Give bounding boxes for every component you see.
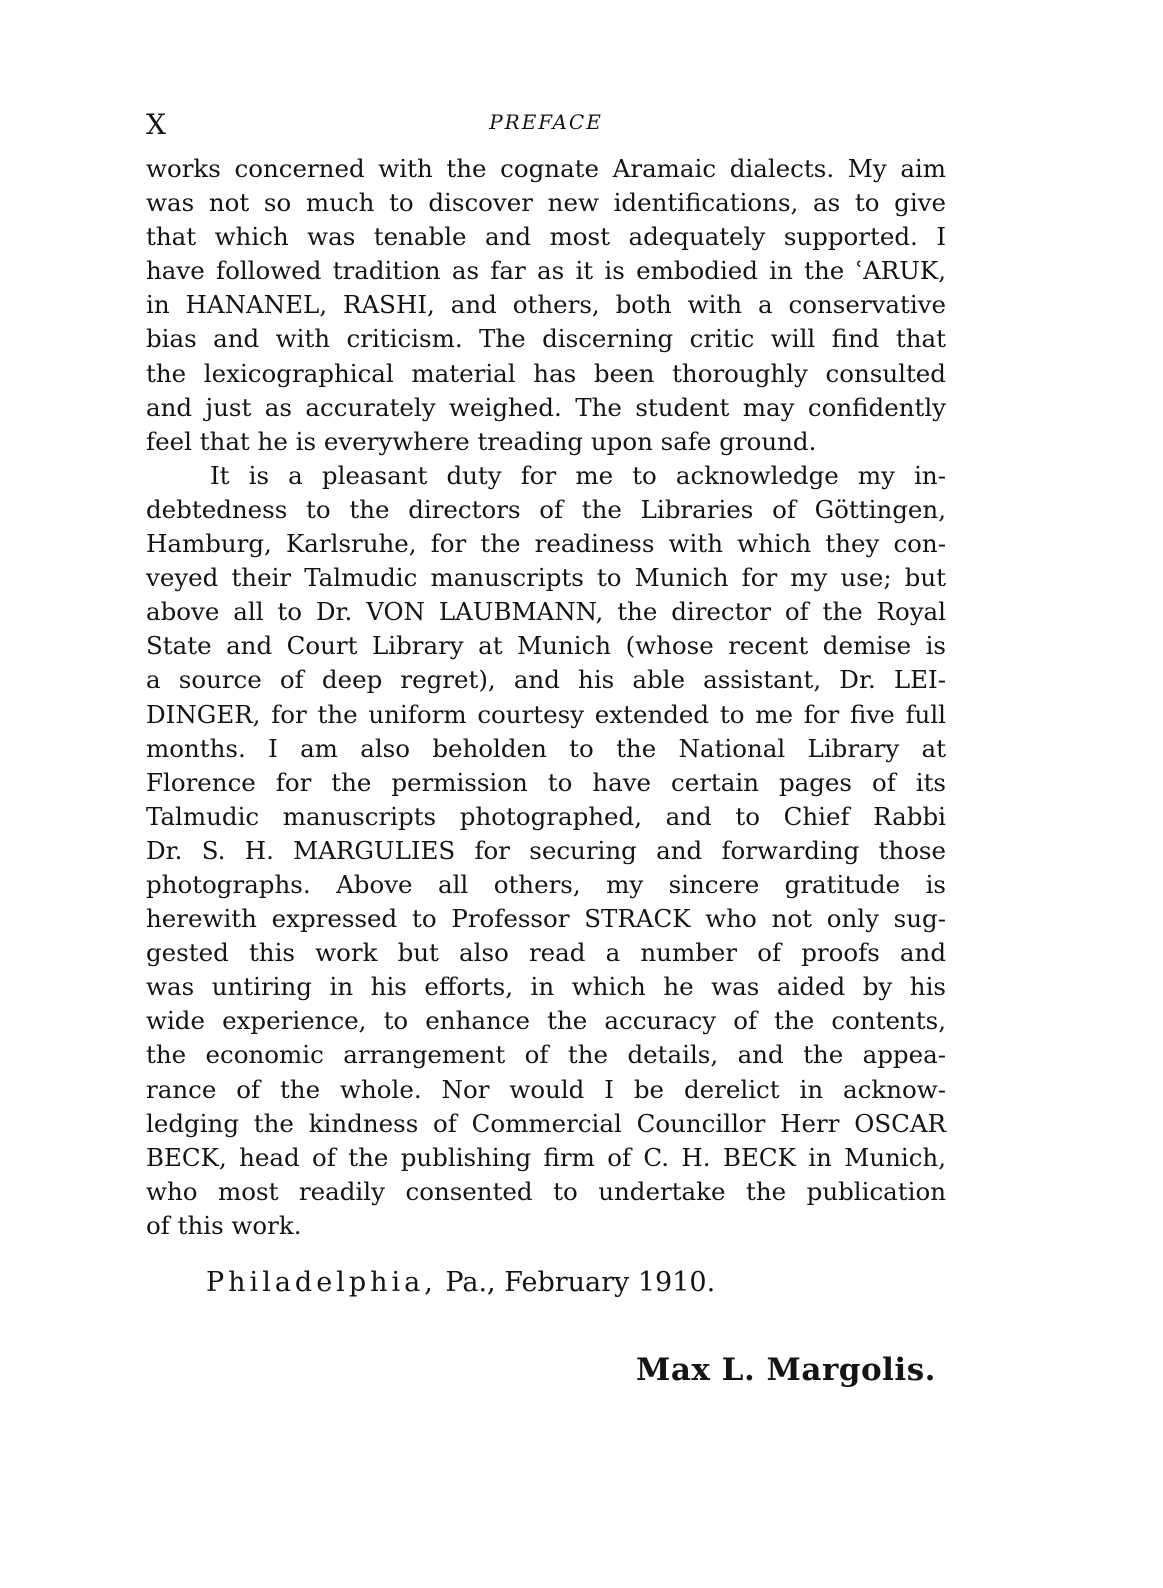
text-line: ledging the kindness of Commercial Councillor Herr OSCAR [146,1108,946,1138]
text-line: debtedness to the directors of the Libraries of Göttingen, [146,494,946,524]
text-line: herewith expressed to Professor STRACK who not only sug- [146,904,946,934]
text-line: was untiring in his efforts, in which he was aided by his [146,972,946,1002]
date-line: Pa., February 1910. [445,1267,716,1298]
text-line: feel that he is everywhere treading upon safe ground. [146,426,817,456]
text-line: have followed tradition as far as it is embodied in the ʿARUK, [146,256,946,286]
author-signature: Max L. Margolis. [636,1352,936,1388]
text-line: gested this work but also read a number of proofs and [146,938,946,968]
preface-body [146,152,946,1243]
text-line: of this work. [146,1210,302,1240]
paragraph-start-line: It is a pleasant duty for me to acknowledge my in- [210,460,946,490]
text-line: State and Court Library at Munich (whose recent demise is [146,631,946,661]
text-line: Florence for the permission to have certain pages of its [146,767,946,797]
text-line: DINGER, for the uniform courtesy extended to me for five full [146,699,946,729]
text-line: veyed their Talmudic manuscripts to Munich for my use; but [146,563,946,593]
text-line: in HANANEL, RASHI, and others, both with a conservative [146,290,946,320]
text-line: the lexicographical material has been thoroughly consulted [146,358,946,388]
text-line: and just as accurately weighed. The student may confidently [146,392,946,422]
text-line: the economic arrangement of the details, and the appea- [146,1040,946,1070]
text-line: wide experience, to enhance the accuracy of the contents, [146,1006,946,1036]
text-line: who most readily consented to undertake the publication [146,1176,946,1206]
text-line: Hamburg, Karlsruhe, for the readiness with which they con- [146,529,946,559]
text-line: photographs. Above all others, my sincere gratitude is [146,869,946,899]
text-line: Dr. S. H. MARGULIES for securing and forwarding those [146,835,946,865]
text-line: months. I am also beholden to the National Library at [146,733,946,763]
text-line: Talmudic manuscripts photographed, and to Chief Rabbi [146,801,946,831]
place-and-date [206,1267,715,1298]
text-line: rance of the whole. Nor would I be derelict in acknow- [146,1074,946,1104]
text-line: was not so much to discover new identifications, as to give [146,188,946,218]
running-head [146,108,946,141]
text-line: above all to Dr. VON LAUBMANN, the director of the Royal [146,597,946,627]
place-name: Philadelphia, [206,1267,437,1298]
text-line: a source of deep regret), and his able assistant, Dr. LEI- [146,665,946,695]
running-title: PREFACE [489,110,603,134]
text-line: BECK, head of the publishing firm of C. H. BECK in Munich, [146,1142,946,1172]
text-line: works concerned with the cognate Aramaic dialects. My aim [146,154,946,183]
text-line: that which was tenable and most adequately supported. I [146,222,946,252]
page-number: X [146,108,167,141]
text-line: bias and with criticism. The discerning critic will find that [146,324,946,354]
